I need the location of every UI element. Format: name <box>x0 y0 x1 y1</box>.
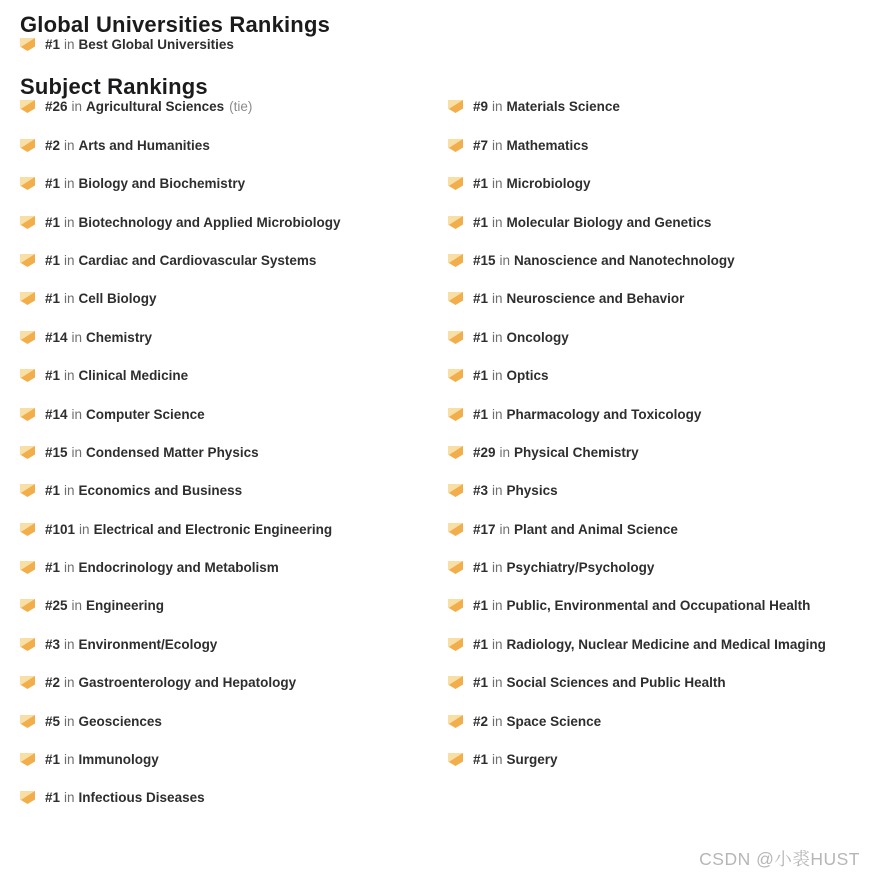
ranking-item <box>20 560 448 575</box>
rank-number: #1 <box>473 214 489 230</box>
subject-name[interactable]: Biotechnology and Applied Microbiology <box>78 214 341 230</box>
subject-name[interactable]: Materials Science <box>506 99 620 115</box>
subject-name[interactable]: Surgery <box>506 752 558 768</box>
ranking-item <box>20 253 448 268</box>
rank-number: #101 <box>45 521 76 537</box>
subject-name[interactable]: Physics <box>506 483 558 499</box>
ribbon-badge-icon <box>448 638 463 651</box>
ribbon-badge-icon <box>448 177 463 190</box>
subject-name[interactable]: Molecular Biology and Genetics <box>506 214 712 230</box>
ribbon-badge-icon <box>20 292 35 305</box>
subject-name[interactable]: Immunology <box>78 752 159 768</box>
in-label: in <box>64 675 75 691</box>
subject-name[interactable]: Public, Environmental and Occupational Health <box>506 598 811 614</box>
subject-name[interactable]: Cell Biology <box>78 291 157 307</box>
rank-number: #1 <box>45 560 61 576</box>
ribbon-badge-icon <box>20 177 35 190</box>
subject-rankings-columns <box>20 99 876 828</box>
in-label: in <box>64 291 75 307</box>
in-label: in <box>64 752 75 768</box>
in-label: in <box>64 483 75 499</box>
ribbon-badge-icon <box>448 408 463 421</box>
ranking-item <box>448 714 876 729</box>
in-label: in <box>64 214 75 230</box>
global-rankings-list <box>20 37 876 52</box>
rank-number: #14 <box>45 406 68 422</box>
in-label: in <box>64 252 75 268</box>
rank-number: #1 <box>45 291 61 307</box>
in-label: in <box>492 406 503 422</box>
ranking-item <box>448 522 876 537</box>
rank-number: #1 <box>473 752 489 768</box>
ranking-item <box>20 215 448 230</box>
ranking-item <box>448 330 876 345</box>
subject-name[interactable]: Neuroscience and Behavior <box>506 291 685 307</box>
ribbon-badge-icon <box>448 676 463 689</box>
rank-number: #7 <box>473 137 489 153</box>
subject-name[interactable]: Microbiology <box>506 176 591 192</box>
rank-number: #1 <box>45 752 61 768</box>
subject-name[interactable]: Mathematics <box>506 137 589 153</box>
in-label: in <box>79 521 90 537</box>
subject-name[interactable]: Geosciences <box>78 713 162 729</box>
ranking-item <box>448 99 876 114</box>
ranking-item <box>20 176 448 191</box>
in-label: in <box>499 252 511 268</box>
ribbon-badge-icon <box>20 100 35 113</box>
ranking-item <box>20 675 448 690</box>
ranking-item <box>448 291 876 306</box>
ranking-item <box>20 637 448 652</box>
subject-rankings-heading: Subject Rankings <box>20 74 208 100</box>
ranking-item <box>20 138 448 153</box>
subject-name[interactable]: Chemistry <box>86 329 153 345</box>
ranking-item <box>20 99 448 114</box>
in-label: in <box>499 444 511 460</box>
ranking-item <box>448 675 876 690</box>
ranking-item <box>448 483 876 498</box>
in-label: in <box>492 329 503 345</box>
rank-number: #26 <box>45 99 68 115</box>
in-label: in <box>71 406 83 422</box>
subject-name[interactable]: Plant and Animal Science <box>514 521 678 537</box>
rank-number: #1 <box>473 636 489 652</box>
ribbon-badge-icon <box>20 139 35 152</box>
in-label: in <box>64 713 75 729</box>
subject-name[interactable]: Economics and Business <box>78 483 243 499</box>
ranking-item <box>20 483 448 498</box>
subject-name[interactable]: Agricultural Sciences <box>86 99 225 115</box>
subject-name[interactable]: Best Global Universities <box>78 37 234 52</box>
ranking-item <box>20 407 448 422</box>
rank-number: #1 <box>45 790 61 806</box>
subject-name[interactable]: Gastroenterology and Hepatology <box>78 675 297 691</box>
rank-number: #3 <box>473 483 489 499</box>
ribbon-badge-icon <box>448 753 463 766</box>
subject-name[interactable]: Physical Chemistry <box>514 444 639 460</box>
subject-name[interactable]: Space Science <box>506 713 602 729</box>
ribbon-badge-icon <box>20 791 35 804</box>
ribbon-badge-icon <box>20 676 35 689</box>
subject-name[interactable]: Oncology <box>506 329 569 345</box>
ribbon-badge-icon <box>448 216 463 229</box>
rank-number: #1 <box>473 368 489 384</box>
ribbon-badge-icon <box>448 599 463 612</box>
global-rankings-heading: Global Universities Rankings <box>20 12 331 37</box>
ribbon-badge-icon <box>448 484 463 497</box>
subject-name[interactable]: Clinical Medicine <box>78 368 189 384</box>
ranking-item <box>448 407 876 422</box>
ribbon-badge-icon <box>20 216 35 229</box>
ribbon-badge-icon <box>448 561 463 574</box>
rank-number: #1 <box>473 329 489 345</box>
ribbon-badge-icon <box>20 331 35 344</box>
ribbon-badge-icon <box>20 484 35 497</box>
rank-number: #1 <box>45 176 61 192</box>
in-label: in <box>492 560 503 576</box>
subject-name[interactable]: Computer Science <box>86 406 205 422</box>
ribbon-badge-icon <box>20 369 35 382</box>
in-label: in <box>492 752 503 768</box>
ribbon-badge-icon <box>448 254 463 267</box>
ribbon-badge-icon <box>20 715 35 728</box>
rank-number: #29 <box>473 444 496 460</box>
rank-number: #25 <box>45 598 68 614</box>
subject-name[interactable]: Psychiatry/Psychology <box>506 560 655 576</box>
rank-number: #15 <box>473 252 496 268</box>
ranking-item <box>20 291 448 306</box>
subject-name[interactable]: Arts and Humanities <box>78 137 210 153</box>
rank-number: #2 <box>45 675 61 691</box>
rank-number: #14 <box>45 329 68 345</box>
in-label: in <box>492 99 503 115</box>
in-label: in <box>492 176 503 192</box>
rank-number: #1 <box>473 176 489 192</box>
ranking-item <box>448 138 876 153</box>
ribbon-badge-icon <box>20 523 35 536</box>
rank-number: #9 <box>473 99 489 115</box>
ribbon-badge-icon <box>448 292 463 305</box>
rank-number: #1 <box>45 368 61 384</box>
ribbon-badge-icon <box>20 446 35 459</box>
ribbon-badge-icon <box>20 254 35 267</box>
in-label: in <box>492 137 503 153</box>
ranking-item <box>20 790 448 805</box>
ribbon-badge-icon <box>20 638 35 651</box>
rank-number: #2 <box>45 137 61 153</box>
subject-name[interactable]: Endocrinology and Metabolism <box>78 560 279 576</box>
in-label: in <box>71 99 83 115</box>
ribbon-badge-icon <box>20 599 35 612</box>
subject-name[interactable]: Optics <box>506 368 549 384</box>
ranking-item <box>448 176 876 191</box>
ranking-item <box>448 215 876 230</box>
ranking-item <box>20 445 448 460</box>
rank-number: #3 <box>45 636 61 652</box>
ribbon-badge-icon <box>448 523 463 536</box>
subject-name[interactable]: Environment/Ecology <box>78 636 218 652</box>
subject-name[interactable]: Engineering <box>86 598 165 614</box>
rank-number: #17 <box>473 521 496 537</box>
tie-label: (tie) <box>229 99 253 115</box>
ribbon-badge-icon <box>20 753 35 766</box>
watermark: CSDN @小裘HUST <box>699 849 860 869</box>
rank-number: #15 <box>45 444 68 460</box>
ranking-item <box>448 368 876 383</box>
ranking-item <box>20 522 448 537</box>
subject-name[interactable]: Nanoscience and Nanotechnology <box>514 252 735 268</box>
ranking-item <box>448 560 876 575</box>
in-label: in <box>71 444 83 460</box>
ranking-item <box>448 445 876 460</box>
in-label: in <box>492 368 503 384</box>
subject-name[interactable]: Electrical and Electronic Engineering <box>93 521 333 537</box>
subject-name[interactable]: Condensed Matter Physics <box>86 444 259 460</box>
ribbon-badge-icon <box>448 139 463 152</box>
ranking-item <box>20 330 448 345</box>
ranking-item <box>20 714 448 729</box>
ranking-item <box>448 637 876 652</box>
ribbon-badge-icon <box>448 369 463 382</box>
rank-number: #1 <box>473 598 489 614</box>
subject-name[interactable]: Cardiac and Cardiovascular Systems <box>78 252 317 268</box>
rank-number: #1 <box>45 252 61 268</box>
in-label: in <box>499 521 511 537</box>
ribbon-badge-icon <box>448 715 463 728</box>
in-label: in <box>71 329 83 345</box>
subject-name[interactable]: Pharmacology and Toxicology <box>506 406 702 422</box>
ranking-item <box>20 37 876 52</box>
subject-rankings-right-column <box>448 99 876 828</box>
subject-name[interactable]: Infectious Diseases <box>78 790 205 806</box>
in-label: in <box>64 37 75 52</box>
in-label: in <box>64 560 75 576</box>
in-label: in <box>64 137 75 153</box>
rank-number: #1 <box>45 214 61 230</box>
subject-rankings-left-column <box>20 99 448 828</box>
ranking-item <box>20 598 448 613</box>
ribbon-badge-icon <box>448 100 463 113</box>
rank-number: #1 <box>473 560 489 576</box>
in-label: in <box>492 598 503 614</box>
rank-number: #5 <box>45 713 61 729</box>
ranking-item <box>20 368 448 383</box>
in-label: in <box>492 483 503 499</box>
rank-number: #1 <box>45 37 61 52</box>
rank-number: #1 <box>473 406 489 422</box>
in-label: in <box>492 636 503 652</box>
in-label: in <box>492 675 503 691</box>
ribbon-badge-icon <box>20 561 35 574</box>
subject-name[interactable]: Radiology, Nuclear Medicine and Medical Imaging <box>506 636 826 652</box>
in-label: in <box>64 368 75 384</box>
subject-name[interactable]: Biology and Biochemistry <box>78 176 246 192</box>
ribbon-badge-icon <box>20 38 35 51</box>
in-label: in <box>64 636 75 652</box>
ranking-item <box>448 598 876 613</box>
ribbon-badge-icon <box>448 446 463 459</box>
in-label: in <box>492 291 503 307</box>
ranking-item <box>448 752 876 767</box>
in-label: in <box>64 790 75 806</box>
rank-number: #1 <box>473 291 489 307</box>
in-label: in <box>64 176 75 192</box>
in-label: in <box>492 713 503 729</box>
ribbon-badge-icon <box>20 408 35 421</box>
in-label: in <box>71 598 83 614</box>
rank-number: #1 <box>473 675 489 691</box>
in-label: in <box>492 214 503 230</box>
ranking-item <box>448 253 876 268</box>
ribbon-badge-icon <box>448 331 463 344</box>
rank-number: #2 <box>473 713 489 729</box>
rank-number: #1 <box>45 483 61 499</box>
ranking-item <box>20 752 448 767</box>
subject-name[interactable]: Social Sciences and Public Health <box>506 675 726 691</box>
